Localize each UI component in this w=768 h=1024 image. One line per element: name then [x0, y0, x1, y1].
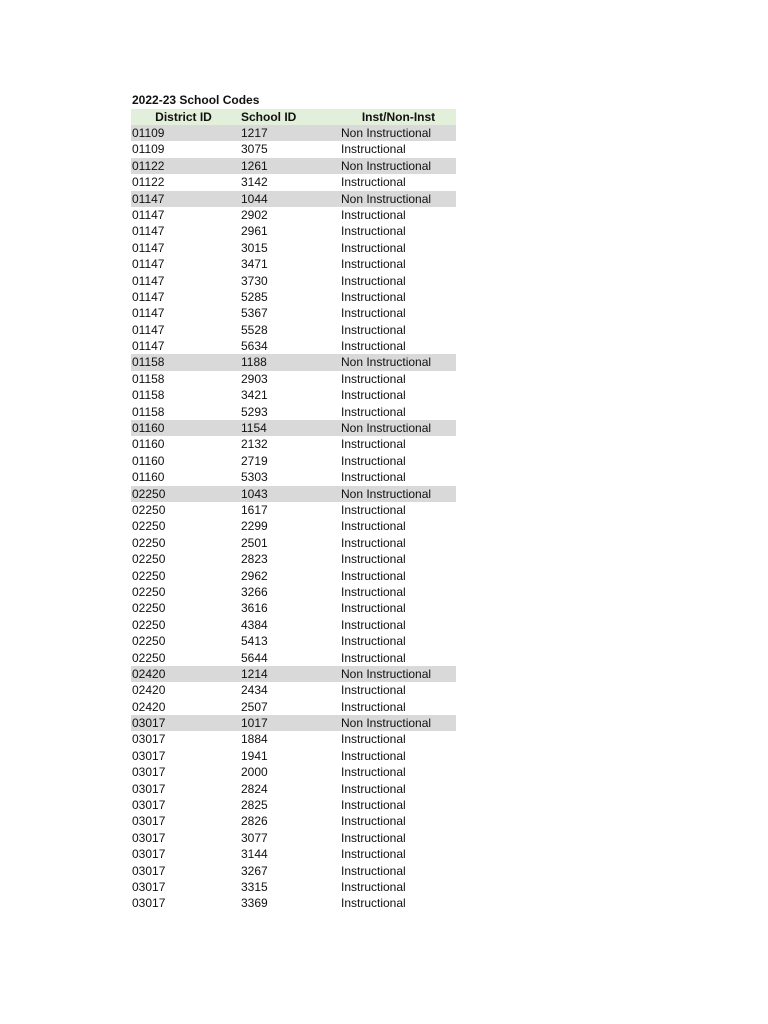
school-codes-table	[131, 92, 456, 912]
table-row	[131, 764, 456, 780]
inst-type-cell: Instructional	[341, 322, 406, 337]
district-id-cell: 01147	[132, 191, 165, 206]
district-id-cell: 01109	[132, 142, 165, 157]
table-row	[131, 174, 456, 190]
inst-type-cell: Instructional	[341, 207, 406, 222]
column-header-district-id: District ID	[155, 110, 212, 124]
table-row	[131, 535, 456, 551]
school-id-cell: 1043	[241, 486, 268, 501]
district-id-cell: 01147	[132, 224, 165, 239]
table-row	[131, 568, 456, 584]
table-body	[131, 125, 456, 912]
school-id-cell: 3471	[241, 257, 268, 272]
district-id-cell: 01158	[132, 371, 165, 386]
inst-type-cell: Instructional	[341, 142, 406, 157]
sheet-title: 2022-23 School Codes	[132, 93, 260, 107]
school-id-cell: 2719	[241, 453, 268, 468]
inst-type-cell: Instructional	[341, 584, 406, 599]
district-id-cell: 02420	[132, 699, 166, 714]
district-id-cell: 02250	[132, 535, 166, 550]
school-id-cell: 3075	[241, 142, 268, 157]
inst-type-cell: Instructional	[341, 273, 406, 288]
table-row	[131, 551, 456, 567]
district-id-cell: 03017	[132, 896, 166, 911]
district-id-cell: 01147	[132, 273, 165, 288]
school-id-cell: 3421	[241, 388, 268, 403]
table-row	[131, 584, 456, 600]
district-id-cell: 02250	[132, 568, 166, 583]
school-id-cell: 3267	[241, 863, 268, 878]
school-id-cell: 5528	[241, 322, 268, 337]
district-id-cell: 01109	[132, 126, 165, 140]
inst-type-cell: Instructional	[341, 437, 406, 452]
inst-type-cell: Instructional	[341, 879, 406, 894]
inst-type-cell: Instructional	[341, 568, 406, 583]
table-row	[131, 846, 456, 862]
inst-type-cell: Instructional	[341, 847, 406, 862]
table-row	[131, 633, 456, 649]
school-id-cell: 5413	[241, 634, 268, 649]
school-id-cell: 2434	[241, 683, 268, 698]
district-id-cell: 02420	[132, 666, 166, 681]
table-row	[131, 158, 456, 174]
table-row	[131, 748, 456, 764]
table-row	[131, 436, 456, 452]
table-row	[131, 289, 456, 305]
district-id-cell: 03017	[132, 879, 166, 894]
inst-type-cell: Instructional	[341, 683, 406, 698]
table-row	[131, 469, 456, 485]
inst-type-cell: Instructional	[341, 732, 406, 747]
district-id-cell: 01160	[132, 453, 165, 468]
school-id-cell: 2823	[241, 552, 268, 567]
table-row	[131, 666, 456, 682]
district-id-cell: 01147	[132, 322, 165, 337]
inst-type-cell: Instructional	[341, 617, 406, 632]
school-id-cell: 3144	[241, 847, 268, 862]
school-id-cell: 1188	[241, 355, 267, 370]
school-id-cell: 1261	[241, 158, 268, 173]
inst-type-cell: Instructional	[341, 699, 406, 714]
district-id-cell: 01160	[132, 437, 165, 452]
inst-type-cell: Instructional	[341, 535, 406, 550]
district-id-cell: 01147	[132, 289, 165, 304]
table-row	[131, 305, 456, 321]
table-row	[131, 813, 456, 829]
district-id-cell: 01122	[132, 175, 165, 190]
inst-type-cell: Instructional	[341, 453, 406, 468]
inst-type-cell: Non Instructional	[341, 191, 432, 206]
table-row	[131, 338, 456, 354]
district-id-cell: 03017	[132, 781, 166, 796]
district-id-cell: 02250	[132, 519, 166, 534]
district-id-cell: 02250	[132, 584, 166, 599]
school-id-cell: 5634	[241, 339, 268, 354]
inst-type-cell: Instructional	[341, 224, 406, 239]
school-id-cell: 3315	[241, 879, 268, 894]
table-row	[131, 404, 456, 420]
district-id-cell: 01158	[132, 404, 165, 419]
table-row	[131, 354, 456, 370]
school-id-cell: 5303	[241, 470, 268, 485]
inst-type-cell: Instructional	[341, 552, 406, 567]
inst-type-cell: Instructional	[341, 257, 406, 272]
school-id-cell: 5367	[241, 306, 268, 321]
school-id-cell: 5293	[241, 404, 268, 419]
table-row	[131, 387, 456, 403]
district-id-cell: 02250	[132, 617, 166, 632]
table-row	[131, 273, 456, 289]
inst-type-cell: Instructional	[341, 470, 406, 485]
district-id-cell: 03017	[132, 847, 166, 862]
column-header-inst-type: Inst/Non-Inst	[361, 110, 436, 124]
district-id-cell: 03017	[132, 748, 166, 763]
table-row	[131, 797, 456, 813]
inst-type-cell: Non Instructional	[341, 355, 432, 370]
table-row	[131, 502, 456, 518]
inst-type-cell: Instructional	[341, 830, 406, 845]
school-id-cell: 1044	[241, 191, 268, 206]
table-row	[131, 322, 456, 338]
table-row	[131, 617, 456, 633]
district-id-cell: 01122	[132, 158, 165, 173]
inst-type-cell: Instructional	[341, 798, 406, 813]
school-id-cell: 3015	[241, 240, 268, 255]
district-id-cell: 02250	[132, 650, 166, 665]
school-id-cell: 2825	[241, 798, 268, 813]
school-id-cell: 2903	[241, 371, 268, 386]
school-id-cell: 2132	[241, 437, 268, 452]
district-id-cell: 03017	[132, 814, 166, 829]
table-row	[131, 895, 456, 911]
district-id-cell: 03017	[132, 732, 166, 747]
district-id-cell: 02250	[132, 601, 166, 616]
school-id-cell: 1017	[241, 716, 268, 731]
district-id-cell: 02420	[132, 683, 166, 698]
table-row	[131, 715, 456, 731]
inst-type-cell: Non Instructional	[341, 421, 432, 436]
district-id-cell: 01160	[132, 470, 165, 485]
district-id-cell: 02250	[132, 486, 166, 501]
inst-type-cell: Non Instructional	[341, 486, 432, 501]
table-row	[131, 141, 456, 157]
inst-type-cell: Instructional	[341, 289, 406, 304]
district-id-cell: 01147	[132, 339, 165, 354]
school-id-cell: 2961	[241, 224, 268, 239]
table-row	[131, 256, 456, 272]
table-row	[131, 682, 456, 698]
school-id-cell: 1217	[241, 126, 268, 140]
inst-type-cell: Instructional	[341, 240, 406, 255]
school-id-cell: 2962	[241, 568, 268, 583]
inst-type-cell: Instructional	[341, 339, 406, 354]
inst-type-cell: Instructional	[341, 650, 406, 665]
table-row	[131, 453, 456, 469]
table-row	[131, 731, 456, 747]
table-row	[131, 518, 456, 534]
inst-type-cell: Instructional	[341, 863, 406, 878]
inst-type-cell: Instructional	[341, 371, 406, 386]
school-id-cell: 4384	[241, 617, 268, 632]
table-row	[131, 240, 456, 256]
table-row	[131, 879, 456, 895]
district-id-cell: 01147	[132, 306, 165, 321]
inst-type-cell: Instructional	[341, 601, 406, 616]
school-id-cell: 1154	[241, 421, 267, 436]
school-id-cell: 1214	[241, 666, 268, 681]
district-id-cell: 03017	[132, 830, 166, 845]
school-id-cell: 3369	[241, 896, 268, 911]
table-row	[131, 371, 456, 387]
inst-type-cell: Instructional	[341, 502, 406, 517]
school-id-cell: 2507	[241, 699, 268, 714]
table-row	[131, 600, 456, 616]
inst-type-cell: Instructional	[341, 634, 406, 649]
school-id-cell: 3616	[241, 601, 268, 616]
inst-type-cell: Instructional	[341, 175, 406, 190]
school-id-cell: 5644	[241, 650, 268, 665]
school-id-cell: 2826	[241, 814, 268, 829]
district-id-cell: 01160	[132, 421, 165, 436]
table-row	[131, 191, 456, 207]
school-id-cell: 5285	[241, 289, 268, 304]
school-id-cell: 2000	[241, 765, 268, 780]
school-id-cell: 2902	[241, 207, 268, 222]
inst-type-cell: Non Instructional	[341, 158, 432, 173]
district-id-cell: 01158	[132, 388, 165, 403]
school-id-cell: 3730	[241, 273, 268, 288]
table-row	[131, 830, 456, 846]
school-id-cell: 1617	[241, 502, 268, 517]
district-id-cell: 01147	[132, 257, 165, 272]
table-row	[131, 223, 456, 239]
district-id-cell: 02250	[132, 502, 166, 517]
district-id-cell: 01147	[132, 240, 165, 255]
inst-type-cell: Instructional	[341, 814, 406, 829]
school-id-cell: 1884	[241, 732, 268, 747]
inst-type-cell: Instructional	[341, 765, 406, 780]
district-id-cell: 03017	[132, 765, 166, 780]
table-header-row	[131, 109, 456, 125]
inst-type-cell: Instructional	[341, 404, 406, 419]
table-row	[131, 207, 456, 223]
district-id-cell: 02250	[132, 552, 166, 567]
inst-type-cell: Instructional	[341, 748, 406, 763]
school-id-cell: 2299	[241, 519, 268, 534]
table-row	[131, 125, 456, 141]
inst-type-cell: Instructional	[341, 896, 406, 911]
table-row	[131, 781, 456, 797]
inst-type-cell: Non Instructional	[341, 716, 432, 731]
district-id-cell: 03017	[132, 716, 166, 731]
inst-type-cell: Instructional	[341, 519, 406, 534]
table-row	[131, 420, 456, 436]
district-id-cell: 01147	[132, 207, 165, 222]
school-id-cell: 3142	[241, 175, 268, 190]
column-header-school-id: School ID	[241, 110, 297, 124]
inst-type-cell: Non Instructional	[341, 666, 432, 681]
table-row	[131, 863, 456, 879]
district-id-cell: 03017	[132, 863, 166, 878]
table-row	[131, 650, 456, 666]
inst-type-cell: Instructional	[341, 388, 406, 403]
district-id-cell: 02250	[132, 634, 166, 649]
district-id-cell: 01158	[132, 355, 165, 370]
school-id-cell: 3077	[241, 830, 268, 845]
school-id-cell: 2501	[241, 535, 268, 550]
district-id-cell: 03017	[132, 798, 166, 813]
inst-type-cell: Non Instructional	[341, 126, 432, 140]
table-row	[131, 486, 456, 502]
school-id-cell: 3266	[241, 584, 268, 599]
table-row	[131, 699, 456, 715]
school-id-cell: 1941	[241, 748, 268, 763]
inst-type-cell: Instructional	[341, 306, 406, 321]
inst-type-cell: Instructional	[341, 781, 406, 796]
school-id-cell: 2824	[241, 781, 268, 796]
